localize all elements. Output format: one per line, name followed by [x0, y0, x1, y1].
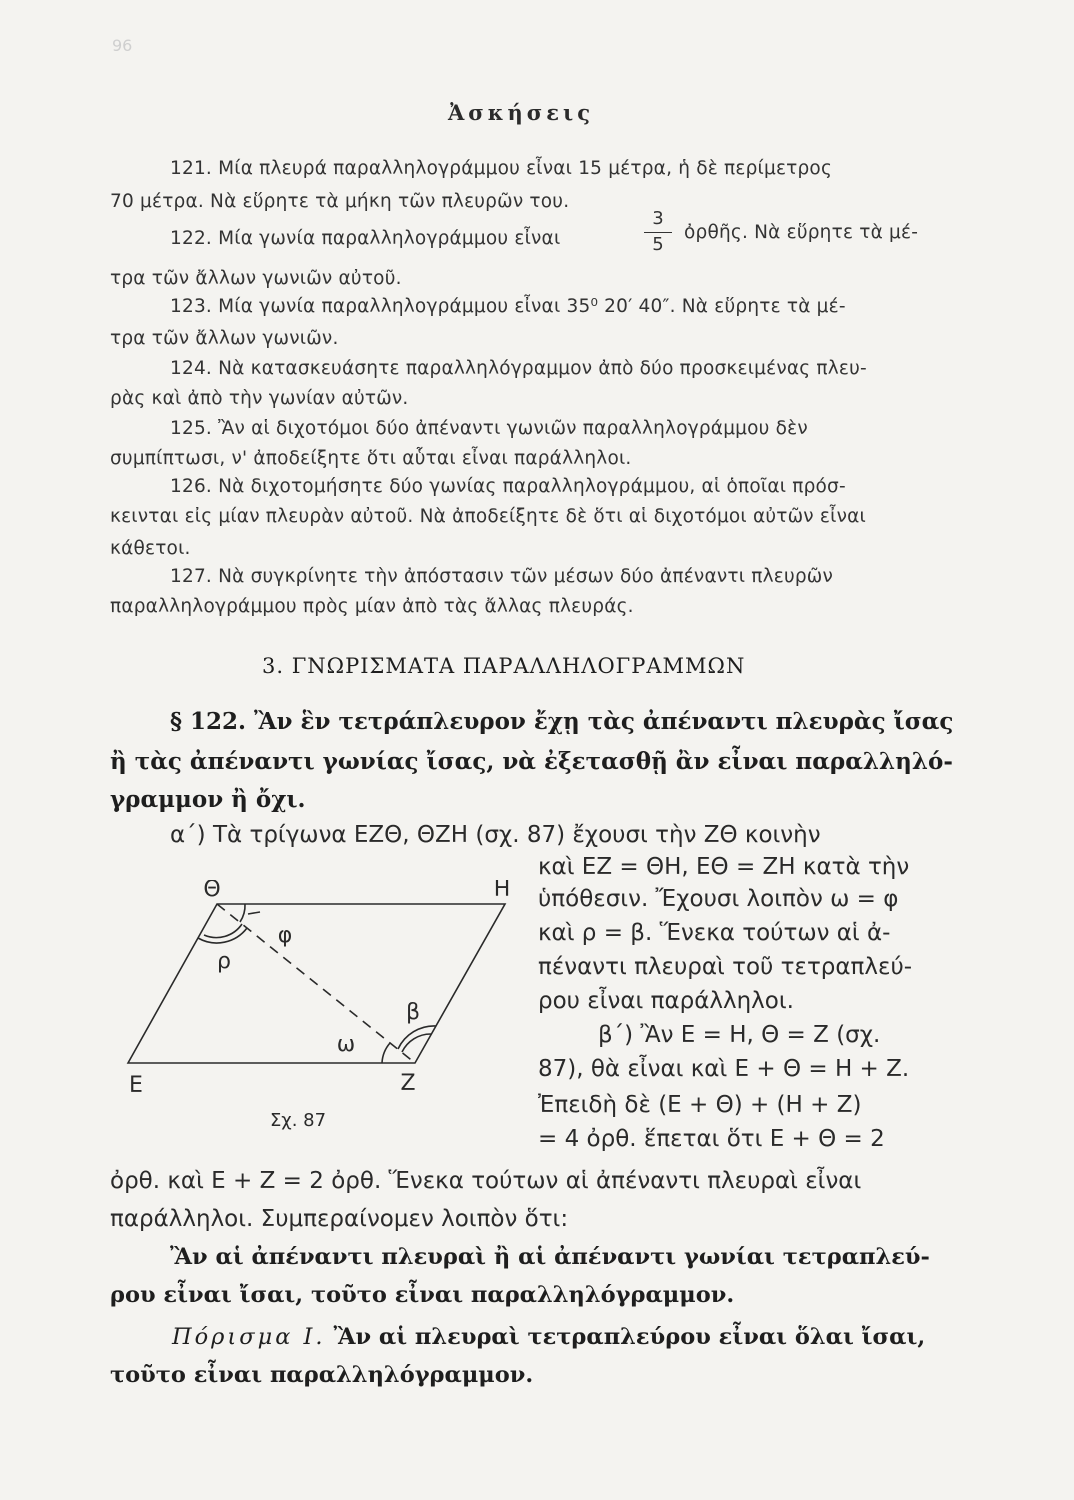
angle-tick-phi	[248, 912, 260, 914]
proof-line-9: Ἐπειδὴ δὲ (Ε + Θ) + (Η + Ζ)	[538, 1092, 862, 1118]
exercises-title: Ἀσκήσεις	[448, 100, 594, 125]
exercise-125-line-2: συμπίπτωσι, ν' ἀποδείξητε ὅτι αὗται εἶναι παράλληλοι.	[110, 448, 632, 469]
vertex-theta-label: Θ	[203, 880, 221, 902]
fraction-numerator: 3	[652, 208, 664, 229]
page-number: 96	[112, 36, 133, 55]
angle-omega-label: ω	[336, 1032, 356, 1057]
exercise-125-line-1: 125. Ἂν αἱ διχοτόμοι δύο ἀπέναντι γωνιῶν παραλληλογράμμου δὲν	[170, 418, 808, 439]
proof-line-4: καὶ ρ = β. Ἕνεκα τούτων αἱ ἀ-	[538, 920, 891, 946]
proof-line-6: ρου εἶναι παράλληλοι.	[538, 988, 794, 1014]
theorem-line-2: ἢ τὰς ἀπέναντι γωνίας ἴσας, νὰ ἐξετασθῇ ἂν εἶναι παραλληλό-	[110, 748, 953, 775]
theorem-line-1: § 122. Ἂν ἓν τετράπλευρον ἔχῃ τὰς ἀπέναντι πλευρὰς ἴσας	[170, 708, 954, 735]
exercise-123-line-2: τρα τῶν ἄλλων γωνιῶν.	[110, 328, 339, 349]
angle-arc-omega	[382, 1043, 390, 1063]
exercise-127-line-1: 127. Νὰ συγκρίνητε τὴν ἀπόστασιν τῶν μέσων δύο ἀπέναντι πλευρῶν	[170, 566, 834, 587]
conclusion-line-1: Ἂν αἱ ἀπέναντι πλευραὶ ἢ αἱ ἀπέναντι γωνίαι τετραπλεύ-	[170, 1244, 930, 1270]
theorem-line-3: γραμμον ἢ ὄχι.	[110, 786, 306, 813]
section-heading: 3. ΓΝΩΡΙΣΜΑΤΑ ΠΑΡΑΛΛΗΛΟΓΡΑΜΜΩΝ	[262, 654, 746, 678]
exercise-124-line-1: 124. Νὰ κατασκευάσητε παραλληλόγραμμον ἀπὸ δύο προσκειμένας πλευ-	[170, 358, 867, 379]
exercise-122-line-1a: 122. Μία γωνία παραλληλογράμμου εἶναι	[170, 228, 561, 249]
fraction-three-fifths	[644, 208, 672, 258]
exercise-122-line-2: τρα τῶν ἄλλων γωνιῶν αὐτοῦ.	[110, 268, 402, 289]
proof-line-3: ὑπόθεσιν. Ἔχουσι λοιπὸν ω = φ	[538, 886, 899, 912]
exercise-123-line-1: 123. Μία γωνία παραλληλογράμμου εἶναι 35⁰ 20′ 40″. Νὰ εὕρητε τὰ μέ-	[170, 296, 846, 317]
proof-line-11: ὀρθ. καὶ Ε + Ζ = 2 ὀρθ. Ἕνεκα τούτων αἱ ἀπέναντι πλευραὶ εἶναι	[110, 1168, 862, 1194]
exercise-121-line-1: 121. Μία πλευρά παραλληλογράμμου εἶναι 15 μέτρα, ἡ δὲ περίμετρος	[170, 158, 832, 179]
proof-line-2: καὶ ΕΖ = ΘΗ, ΕΘ = ΖΗ κατὰ τὴν	[538, 854, 910, 880]
porisma-line-1	[172, 1324, 925, 1350]
proof-line-10: = 4 ὀρθ. ἕπεται ὅτι Ε + Θ = 2	[538, 1126, 885, 1152]
proof-line-1: α΄) Τὰ τρίγωνα ΕΖΘ, ΘΖΗ (σχ. 87) ἔχουσι τὴν ΖΘ κοινὴν	[170, 822, 821, 848]
porisma-line-2: τοῦτο εἶναι παραλληλόγραμμον.	[110, 1362, 534, 1388]
porisma-label: Πόρισμα Ι.	[172, 1324, 326, 1350]
exercise-127-line-2: παραλληλογράμμου πρὸς μίαν ἀπὸ τὰς ἄλλας πλευράς.	[110, 596, 634, 617]
exercise-122-line-1b: ὀρθῆς. Νὰ εὕρητε τὰ μέ-	[684, 222, 919, 243]
conclusion-line-2: ρου εἶναι ἴσαι, τοῦτο εἶναι παραλληλόγραμμον.	[110, 1282, 735, 1308]
proof-line-12: παράλληλοι. Συμπεραίνομεν λοιπὸν ὅτι:	[110, 1206, 569, 1232]
figure-caption: Σχ. 87	[269, 1110, 327, 1131]
angle-arc-rho-inner	[204, 924, 242, 938]
fraction-denominator: 5	[652, 234, 664, 255]
vertex-epsilon-label: Ε	[129, 1073, 143, 1098]
exercise-126-line-2: κεινται εἰς μίαν πλευρὰν αὐτοῦ. Νὰ ἀποδείξητε δὲ ὅτι αἱ διχοτόμοι αὐτῶν εἶναι	[110, 506, 866, 527]
proof-line-8: 87), θὰ εἶναι καὶ Ε + Θ = Η + Ζ.	[538, 1056, 910, 1082]
angle-beta-label: β	[405, 1000, 421, 1025]
angle-phi-label: φ	[277, 923, 293, 948]
exercise-126-line-1: 126. Νὰ διχοτομήσητε δύο γωνίας παραλληλογράμμου, αἱ ὁποῖαι πρόσ-	[170, 476, 846, 497]
vertex-eta-label: Η	[493, 880, 511, 902]
proof-line-7: β΄) Ἂν Ε = Η, Θ = Ζ (σχ.	[598, 1022, 881, 1048]
exercise-126-line-3: κάθετοι.	[110, 538, 191, 559]
exercise-124-line-2: ρὰς καὶ ἀπὸ τὴν γωνίαν αὐτῶν.	[110, 388, 409, 409]
proof-line-5: πέναντι πλευραὶ τοῦ τετραπλεύ-	[538, 954, 913, 980]
angle-rho-label: ρ	[217, 949, 231, 974]
vertex-zeta-label: Ζ	[400, 1071, 416, 1096]
porisma-statement: Ἂν αἱ πλευραὶ τετραπλεύρου εἶναι ὅλαι ἴσαι,	[333, 1324, 926, 1350]
exercise-121-line-2: 70 μέτρα. Νὰ εὕρητε τὰ μήκη τῶν πλευρῶν του.	[110, 191, 570, 212]
figure-87-parallelogram	[100, 880, 540, 1140]
angle-arc-phi	[240, 904, 245, 922]
